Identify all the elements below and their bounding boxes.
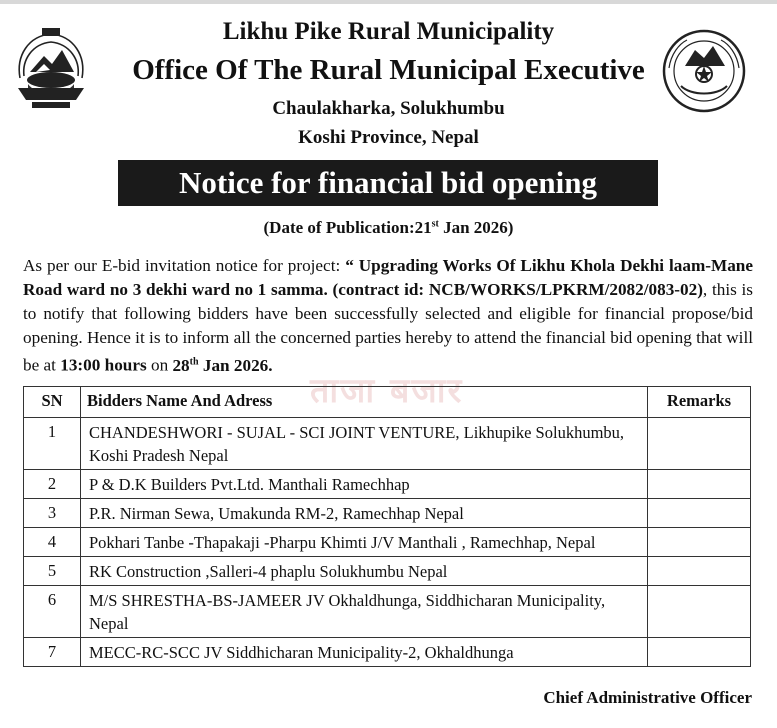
address-line-1: Chaulakharka, Solukhumbu: [272, 98, 505, 119]
table-row: [24, 499, 751, 528]
cell-remarks: [648, 638, 751, 667]
cell-name: CHANDESHWORI - SUJAL - SCI JOINT VENTURE, Likhupike Solukhumbu, Koshi Pradesh Nepal: [81, 418, 648, 470]
table-row: [24, 638, 751, 667]
cell-sn: 2: [24, 470, 81, 499]
cell-remarks: [648, 499, 751, 528]
cell-sn: 3: [24, 499, 81, 528]
cell-name: P & D.K Builders Pvt.Ltd. Manthali Ramechhap: [81, 470, 648, 499]
header-sn: SN: [24, 387, 81, 418]
header-remarks: Remarks: [648, 387, 751, 418]
cell-sn: 6: [24, 586, 81, 638]
opening-time: 13:00 hours: [60, 355, 147, 375]
cell-name: MECC-RC-SCC JV Siddhicharan Municipality-2, Okhaldhunga: [81, 638, 648, 667]
cell-sn: 4: [24, 528, 81, 557]
notice-body: As per our E-bid invitation notice for project: “ Upgrading Works Of Likhu Khola Dekhi laam-Mane Road ward no 3 dekhi ward no 1 samma. (contract id: NCB/WORKS/LPKRM/2082/083-02), this is to notify that following bidders have been successfully selected and eligible for financial propose/bid opening. Hence it is to inform all the concerned parties hereby to attend the financial bid opening that will be at 13:00 hours on 28th Jan 2026.: [23, 256, 753, 375]
table-row: [24, 586, 751, 638]
cell-remarks: [648, 586, 751, 638]
bidders-table: [23, 386, 751, 667]
body-text: , this is to notify that following bidders have been successfully selected and eligible for financial propose/bid opening. Hence it is to inform all the concerned parties hereby to attend the financial bid opening that will be at: [23, 280, 753, 375]
municipality-name: Likhu Pike Rural Municipality: [222, 18, 555, 45]
notice-title: Notice for financial bid opening: [118, 160, 658, 206]
cell-sn: 1: [24, 418, 81, 470]
intro-text: As per our E-bid invitation notice for project:: [23, 256, 346, 275]
cell-remarks: [648, 418, 751, 470]
table-row: [24, 418, 751, 470]
table-header-row: [24, 387, 751, 418]
cell-sn: 7: [24, 638, 81, 667]
cell-name: M/S SHRESTHA-BS-JAMEER JV Okhaldhunga, Siddhicharan Municipality, Nepal: [81, 586, 648, 638]
cell-remarks: [648, 557, 751, 586]
cell-name: Pokhari Tanbe -Thapakaji -Pharpu Khimti J/V Manthali , Ramechhap, Nepal: [81, 528, 648, 557]
top-border: [0, 0, 777, 4]
office-title: Office Of The Rural Municipal Executive: [132, 54, 645, 86]
table-row: [24, 528, 751, 557]
project-name: “ Upgrading Works Of Likhu Khola Dekhi laam-Mane Road ward no 3 dekhi ward no 1 samma. (contract id: NCB/WORKS/LPKRM/2082/083-02): [23, 256, 753, 299]
header-bidder-name: Bidders Name And Adress: [81, 387, 648, 418]
watermark-text: ताजा बजार: [310, 371, 464, 411]
table-row: [24, 470, 751, 499]
signatory: Chief Administrative Officer: [543, 688, 752, 707]
cell-name: RK Construction ,Salleri-4 phaplu Solukhumbu Nepal: [81, 557, 648, 586]
cell-sn: 5: [24, 557, 81, 586]
cell-remarks: [648, 528, 751, 557]
cell-name: P.R. Nirman Sewa, Umakunda RM-2, Ramechhap Nepal: [81, 499, 648, 528]
table-row: [24, 557, 751, 586]
address-line-2: Koshi Province, Nepal: [298, 127, 479, 148]
cell-remarks: [648, 470, 751, 499]
opening-date: 28th Jan 2026.: [172, 355, 273, 375]
publication-date: (Date of Publication:21st Jan 2026): [263, 218, 514, 237]
